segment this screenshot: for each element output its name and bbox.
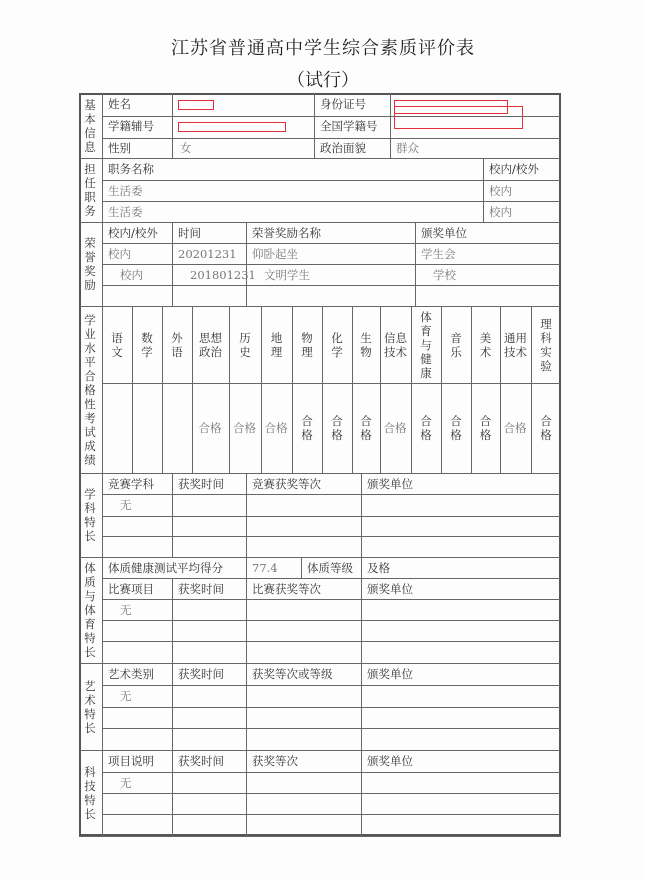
- column-divider: [172, 663, 173, 750]
- column-divider: [322, 306, 323, 473]
- subject-specialty-header-0: 竞赛学科: [108, 477, 154, 491]
- column-divider: [531, 306, 532, 473]
- subject-specialty-header-2: 竞赛获奖等次: [252, 477, 321, 491]
- column-divider: [483, 158, 484, 222]
- row-divider: [102, 641, 561, 642]
- row-divider: [102, 620, 561, 621]
- honor-time: 201801231: [190, 268, 256, 282]
- column-divider: [172, 750, 173, 836]
- subject-name: 地理: [270, 330, 283, 359]
- subject-name: 美术: [479, 330, 492, 359]
- subject-name: 数学: [141, 330, 153, 359]
- position-name: 生活委: [108, 205, 143, 219]
- subject-result: 合格: [383, 421, 407, 435]
- column-divider: [246, 750, 247, 836]
- row-divider: [102, 180, 561, 181]
- column-divider: [415, 222, 416, 306]
- position-scope: 校内: [489, 205, 512, 219]
- physical-header-2: 比赛获奖等次: [252, 582, 321, 596]
- document-subtitle: （试行）: [287, 70, 359, 91]
- subject-name: 物理: [301, 330, 313, 359]
- physical-test-label: 体质健康测试平均得分: [108, 561, 223, 575]
- physical-grade-label: 体质等级: [307, 561, 353, 575]
- honor-issuer: 学生会: [421, 247, 456, 261]
- column-divider: [172, 222, 173, 306]
- section-label-divider: [102, 93, 103, 836]
- tech-cell: 无: [120, 776, 132, 790]
- column-divider: [361, 750, 362, 836]
- subject-name: 音乐: [450, 330, 462, 359]
- column-divider: [361, 557, 362, 578]
- column-divider: [162, 306, 163, 473]
- column-divider: [390, 93, 391, 158]
- row-divider: [102, 793, 561, 794]
- section-divider: [79, 750, 561, 751]
- row-divider: [102, 685, 561, 686]
- subject-name: 生物: [360, 330, 372, 359]
- column-divider: [261, 306, 262, 473]
- row-divider: [102, 138, 561, 139]
- gender-label: 性别: [108, 141, 131, 155]
- row-divider: [102, 516, 561, 517]
- row-divider: [102, 264, 561, 265]
- honor-time: 20201231: [178, 247, 237, 261]
- row-divider: [102, 814, 561, 815]
- subject-result: 合格: [420, 414, 432, 442]
- column-divider: [361, 473, 362, 557]
- section-divider: [79, 557, 561, 558]
- subject-name: 历史: [239, 330, 251, 359]
- column-divider: [500, 306, 501, 473]
- row-divider: [102, 285, 561, 286]
- column-divider: [301, 557, 302, 578]
- national-no-label: 全国学籍号: [320, 119, 378, 133]
- row-divider: [102, 201, 561, 202]
- column-divider: [246, 663, 247, 750]
- column-divider: [314, 93, 315, 158]
- physical-header-3: 颁奖单位: [367, 582, 413, 596]
- name-label: 姓名: [108, 97, 131, 111]
- subject-name: 思想政治: [199, 331, 222, 359]
- art-header-1: 获奖时间: [178, 667, 224, 681]
- art-header-2: 获奖等次或等级: [252, 667, 333, 681]
- section-label-honors: 荣誉奖励: [84, 236, 96, 292]
- tech-header-1: 获奖时间: [178, 754, 224, 768]
- physical-grade-value: 及格: [367, 561, 390, 575]
- row-divider: [102, 536, 561, 537]
- subject-result: 合格: [198, 421, 222, 435]
- column-divider: [172, 578, 173, 663]
- column-divider: [441, 306, 442, 473]
- honor-name: 文明学生: [264, 268, 310, 282]
- redacted-student-no: [178, 122, 286, 132]
- section-label-art: 艺术特长: [84, 678, 96, 735]
- subject-result: 合格: [540, 414, 552, 442]
- student-no-label: 学籍辅号: [108, 119, 154, 133]
- subject-result: 合格: [331, 414, 343, 442]
- column-divider: [380, 306, 381, 473]
- honor-issuer-header: 颁奖单位: [421, 226, 467, 240]
- position-name-header: 职务名称: [108, 162, 154, 176]
- section-divider: [79, 836, 561, 837]
- subject-name: 通用技术: [504, 331, 527, 359]
- subject-result: 合格: [479, 414, 492, 442]
- subject-result: 合格: [301, 414, 313, 442]
- subject-name: 信息技术: [384, 331, 407, 359]
- column-divider: [352, 306, 353, 473]
- section-divider: [79, 222, 561, 223]
- row-divider: [102, 772, 561, 773]
- column-divider: [471, 306, 472, 473]
- row-divider: [102, 243, 561, 244]
- subject-name: 理科实验: [540, 316, 552, 373]
- subject-name: 化学: [331, 330, 343, 359]
- column-divider: [361, 578, 362, 663]
- section-divider: [79, 306, 561, 307]
- subject-result: 合格: [233, 421, 256, 435]
- column-divider: [246, 578, 247, 663]
- column-divider: [411, 306, 412, 473]
- honor-scope: 校内: [120, 268, 143, 282]
- political-label: 政治面貌: [320, 141, 366, 155]
- subject-specialty-header-1: 获奖时间: [178, 477, 224, 491]
- subject-result: 合格: [264, 421, 288, 435]
- redacted-national-no: [394, 106, 523, 129]
- art-header-3: 颁奖单位: [367, 667, 413, 681]
- honor-scope: 校内: [108, 247, 131, 261]
- gender-value: 女: [180, 141, 192, 155]
- column-divider: [246, 557, 247, 578]
- row-divider: [102, 707, 561, 708]
- honor-time-header: 时间: [178, 226, 201, 240]
- column-divider: [172, 473, 173, 557]
- row-divider: [102, 728, 561, 729]
- position-scope: 校内: [489, 184, 512, 198]
- id-card-label: 身份证号: [320, 97, 366, 111]
- column-divider: [172, 93, 173, 158]
- tech-header-0: 项目说明: [108, 754, 154, 768]
- section-label-academic: 学业水平合格性考试成绩: [84, 312, 96, 467]
- section-label-basic-info: 基本信息: [84, 97, 96, 154]
- tech-header-3: 颁奖单位: [367, 754, 413, 768]
- row-divider: [102, 578, 561, 579]
- tech-header-2: 获奖等次: [252, 754, 298, 768]
- column-divider: [292, 306, 293, 473]
- political-value: 群众: [396, 141, 419, 155]
- honor-scope-header: 校内/校外: [108, 226, 158, 240]
- section-label-tech: 科技特长: [84, 765, 96, 821]
- column-divider: [132, 306, 133, 473]
- subject-result: 合格: [450, 414, 462, 442]
- honor-name: 仰卧起坐: [252, 247, 298, 261]
- subject-specialty-cell: 无: [120, 498, 132, 512]
- row-divider: [102, 494, 561, 495]
- physical-cell: 无: [120, 603, 132, 617]
- section-label-physical: 体质与体育特长: [84, 561, 96, 659]
- column-divider: [192, 306, 193, 473]
- row-divider: [102, 383, 561, 384]
- subject-name: 外语: [171, 330, 183, 359]
- section-divider: [79, 158, 561, 159]
- redacted-name: [178, 100, 214, 110]
- physical-header-1: 获奖时间: [178, 582, 224, 596]
- art-cell: 无: [120, 689, 132, 703]
- physical-test-score: 77.4: [252, 561, 278, 575]
- subject-name: 语文: [111, 330, 123, 359]
- row-divider: [102, 599, 561, 600]
- section-label-subject-specialty: 学科特长: [84, 487, 96, 543]
- section-label-positions: 担任职务: [84, 162, 96, 218]
- position-name: 生活委: [108, 184, 143, 198]
- honor-name-header: 荣誉奖励名称: [252, 226, 321, 240]
- subject-name: 体育与健康: [420, 309, 432, 380]
- column-divider: [361, 663, 362, 750]
- section-divider: [79, 473, 561, 474]
- honor-issuer: 学校: [433, 268, 456, 282]
- column-divider: [246, 473, 247, 557]
- column-divider: [229, 306, 230, 473]
- art-header-0: 艺术类别: [108, 667, 154, 681]
- subject-specialty-header-3: 颁奖单位: [367, 477, 413, 491]
- subject-result: 合格: [360, 414, 372, 442]
- physical-header-0: 比赛项目: [108, 582, 154, 596]
- position-scope-header: 校内/校外: [489, 162, 539, 176]
- column-divider: [246, 222, 247, 306]
- section-divider: [79, 663, 561, 664]
- subject-result: 合格: [503, 421, 527, 435]
- document-title: 江苏省普通高中学生综合素质评价表: [171, 38, 475, 59]
